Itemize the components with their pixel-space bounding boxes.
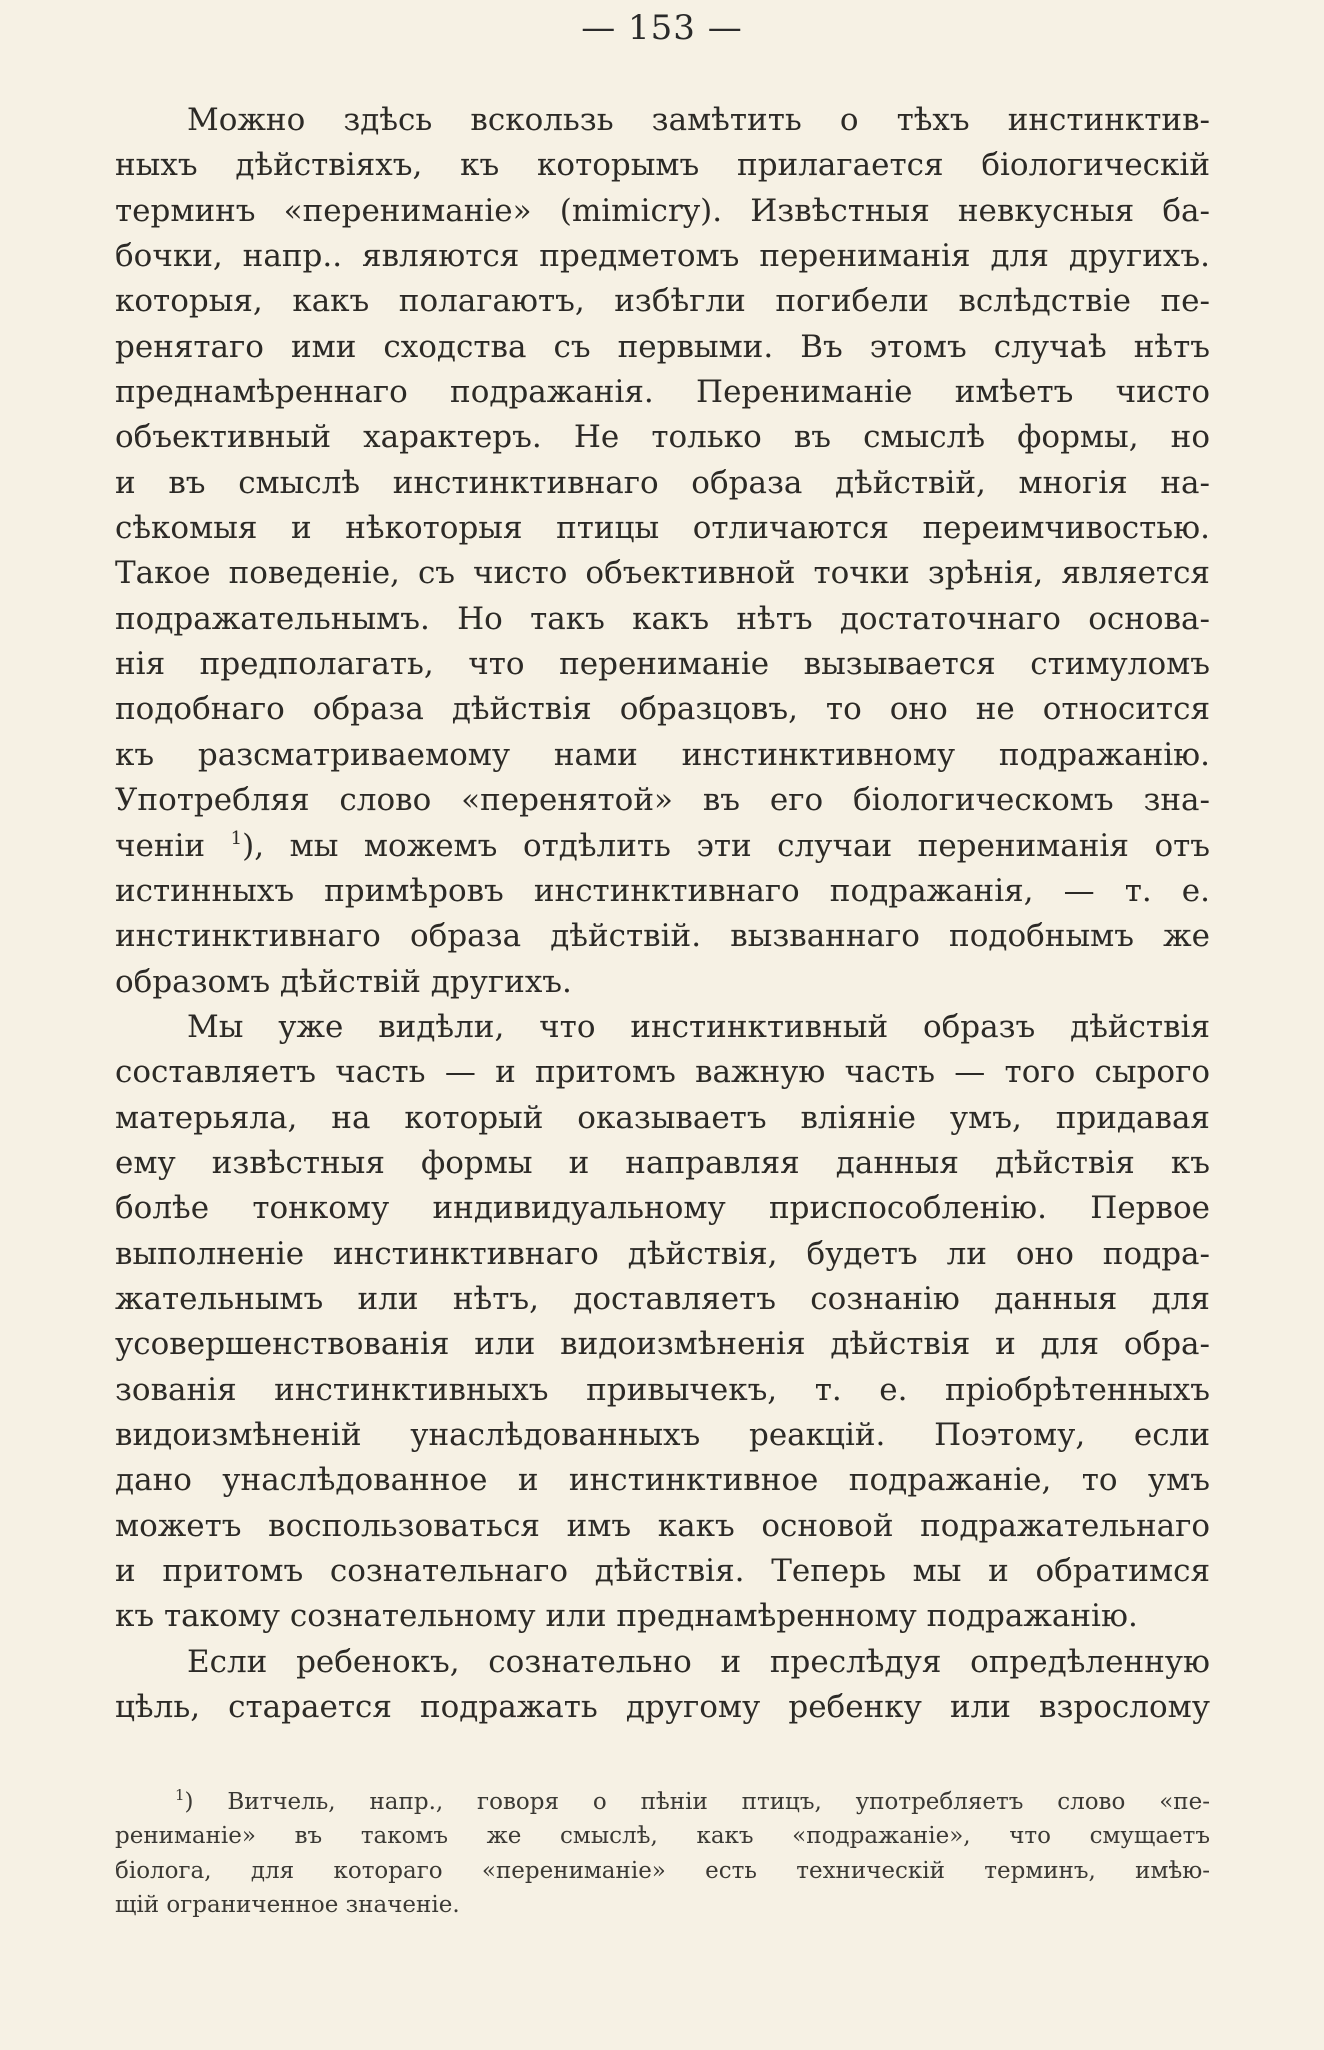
text-line: Употребляя слово «перенятой» въ его біологическомъ зна- <box>115 782 1210 819</box>
footnote-marker: 1 <box>175 1786 185 1804</box>
text-line: къ разсматриваемому нами инстинктивному подражанію. <box>115 736 1210 773</box>
text-line: объективный характеръ. Не только въ смыслѣ формы, но <box>115 419 1210 456</box>
text-line: составляетъ часть — и притомъ важную часть — того сырого <box>115 1054 1210 1091</box>
footnote-line: щій ограниченное значеніе. <box>115 1891 460 1918</box>
text-line-with-footnote-ref <box>115 824 1210 869</box>
text-line: сѣкомыя и нѣкоторыя птицы отличаются переимчивостью. <box>115 510 1210 547</box>
footnote-line: рениманіе» въ такомъ же смыслѣ, какъ «подражаніе», что смущаетъ <box>115 1823 1210 1850</box>
footnote-line <box>115 1785 1210 1819</box>
text-line: Можно здѣсь вскользь замѣтить о тѣхъ инстинктив- <box>187 102 1210 138</box>
text-line: цѣль, старается подражать другому ребенку или взрослому <box>115 1689 1210 1726</box>
text-line: матерьяла, на который оказываетъ вліяніе умъ, придавая <box>115 1099 1210 1136</box>
text-line: истинныхъ примѣровъ инстинктивнаго подражанія, — т. е. <box>115 872 1210 909</box>
text-line: усовершенствованія или видоизмѣненія дѣйствія и для обра- <box>115 1326 1210 1363</box>
footnote-reference: 1 <box>230 827 243 849</box>
text-line: зованія инстинктивныхъ привычекъ, т. е. пріобрѣтенныхъ <box>115 1371 1210 1408</box>
text-line: и въ смыслѣ инстинктивнаго образа дѣйствій, многія на- <box>115 464 1210 501</box>
text-line: которыя, какъ полагаютъ, избѣгли погибели вслѣдствіе пе- <box>115 283 1210 320</box>
text-fragment: ), мы можемъ отдѣлить эти случаи перениманія отъ <box>242 827 1210 864</box>
text-line: ренятаго ими сходства съ первыми. Въ этомъ случаѣ нѣтъ <box>115 328 1210 365</box>
text-line: жательнымъ или нѣтъ, доставляетъ сознанію данныя для <box>115 1280 1210 1317</box>
footnote <box>115 1785 1210 1922</box>
text-line: Мы уже видѣли, что инстинктивный образъ дѣйствія <box>187 1008 1210 1045</box>
text-line: и притомъ сознательнаго дѣйствія. Теперь мы и обратимся <box>115 1553 1210 1589</box>
text-line: преднамѣреннаго подражанія. Перениманіе имѣетъ чисто <box>115 374 1210 411</box>
text-line: бочки, напр.. являются предметомъ перениманія для другихъ. <box>115 238 1210 275</box>
text-line: выполненіе инстинктивнаго дѣйствія, будетъ ли оно подра- <box>115 1235 1210 1272</box>
text-line: ныхъ дѣйствіяхъ, къ которымъ прилагается біологическій <box>115 147 1210 184</box>
text-line: инстинктивнаго образа дѣйствій. вызваннаго подобнымъ же <box>115 918 1210 955</box>
body-text <box>115 98 1210 1730</box>
text-line: терминъ «перениманіе» (mimicry). Извѣстныя невкусныя ба- <box>115 192 1210 229</box>
text-line: ему извѣстныя формы и направляя данныя дѣйствія къ <box>115 1144 1210 1181</box>
text-line: къ такому сознательному или преднамѣренному подражанію. <box>115 1598 1138 1635</box>
text-line: видоизмѣненій унаслѣдованныхъ реакцій. Поэтому, если <box>115 1416 1210 1453</box>
text-line: подобнаго образа дѣйствія образцовъ, то оно не относится <box>115 691 1210 728</box>
text-line: нія предполагать, что перениманіе вызывается стимуломъ <box>115 646 1210 683</box>
text-line: подражательнымъ. Но такъ какъ нѣтъ достаточнаго основа- <box>115 600 1210 637</box>
text-line: дано унаслѣдованное и инстинктивное подражаніе, то умъ <box>115 1462 1210 1499</box>
text-line: образомъ дѣйствій другихъ. <box>115 963 572 1000</box>
text-line: можетъ воспользоваться имъ какъ основой подражательнаго <box>115 1507 1210 1544</box>
text-fragment: ) Витчель, напр., говоря о пѣніи птицъ, употребляетъ слово «пе- <box>184 1789 1210 1815</box>
text-fragment: ченіи <box>115 827 206 864</box>
text-line: болѣе тонкому индивидуальному приспособленію. Первое <box>115 1190 1210 1227</box>
footnote-line: біолога, для котораго «перениманіе» есть техническій терминъ, имѣю- <box>115 1857 1210 1884</box>
text-line: Если ребенокъ, сознательно и преслѣдуя опредѣленную <box>187 1643 1210 1680</box>
text-line: Такое поведеніе, съ чисто объективной точки зрѣнія, является <box>115 555 1210 592</box>
page-number: — 153 — <box>581 8 743 48</box>
